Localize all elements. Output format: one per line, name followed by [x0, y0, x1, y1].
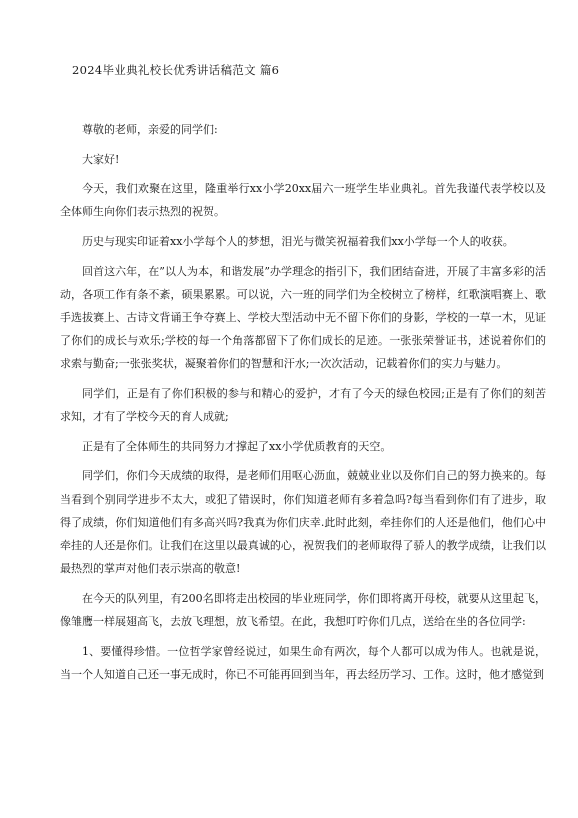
salutation: 尊敬的老师，亲爱的同学们: — [82, 123, 218, 136]
paragraph: 同学们，正是有了你们积极的参与和精心的爱护，才有了今天的绿色校园;正是有了你们的刻苦求知，才有了学校今天的育人成就; — [60, 386, 546, 424]
paragraph: 在今天的队列里，有200名即将走出校园的毕业班同学，你们即将离开母校，就要从这里起飞，像雏鹰一样展翅高飞，去放飞理想，放飞希望。在此，我想叮咛你们几点，送给在坐的各位同学: — [60, 591, 546, 628]
paragraph: 同学们，你们今天成绩的取得，是老师们用呕心沥血，兢兢业业以及你们自己的努力换来的。每当看到个别同学进步不太大，或犯了错误时，你们知道老师有多着急吗?每当看到你们有了进步，取得了成绩，你们知道他们有多高兴吗?我真为你们庆幸.此时此刻，牵挂你们的人还是他们，他们心中牵挂的人还是你们。让我们在这里以最真诚的心，祝贺我们的老师取得了骄人的教学成绩，让我们以最热烈的掌声对他们表示崇高的敬意! — [60, 469, 546, 576]
paragraph: 1、要懂得珍惜。一位哲学家曾经说过，如果生命有两次，每个人都可以成为伟人。也就是说，当一个人知道自己还一事无成时，你已不可能再回到当年，再去经历学习、工作。这时，他才感觉到 — [60, 644, 546, 681]
document-title: 2024毕业典礼校长优秀讲话稿范文 篇6 — [72, 63, 280, 77]
paragraph: 正是有了全体师生的共同努力才撑起了xx小学优质教育的天空。 — [82, 439, 392, 453]
document-body — [60, 118, 546, 692]
greeting: 大家好! — [82, 152, 120, 166]
paragraph: 今天，我们欢聚在这里，隆重举行xx小学20xx届六一班学生毕业典礼。首先我谨代表学校以及全体师生向你们表示热烈的祝贺。 — [60, 182, 546, 219]
paragraph: 历史与现实印证着xx小学每个人的梦想，泪光与微笑祝福着我们xx小学每一个人的收获。 — [82, 234, 514, 248]
paragraph: 回首这六年，在”以人为本，和谐发展”办学理念的指引下，我们团结奋进，开展了丰富多彩的活动，各项工作有条不紊，硕果累累。可以说，六一班的同学们为全校树立了榜样，红歌演唱赛上、歌手选拔赛上、古诗文背诵王争夺赛上、学校大型活动中无不留下你们的身影，学校的一草一木，见证了你们的成长与欢乐;学校的每一个角落都留下了你们成长的足迹。一张张荣誉证书，述说着你们的求索与勤奋;一张张奖状，凝聚着你们的智慧和汗水;一次次活动，记载着你们的实力与魅力。 — [60, 264, 546, 371]
